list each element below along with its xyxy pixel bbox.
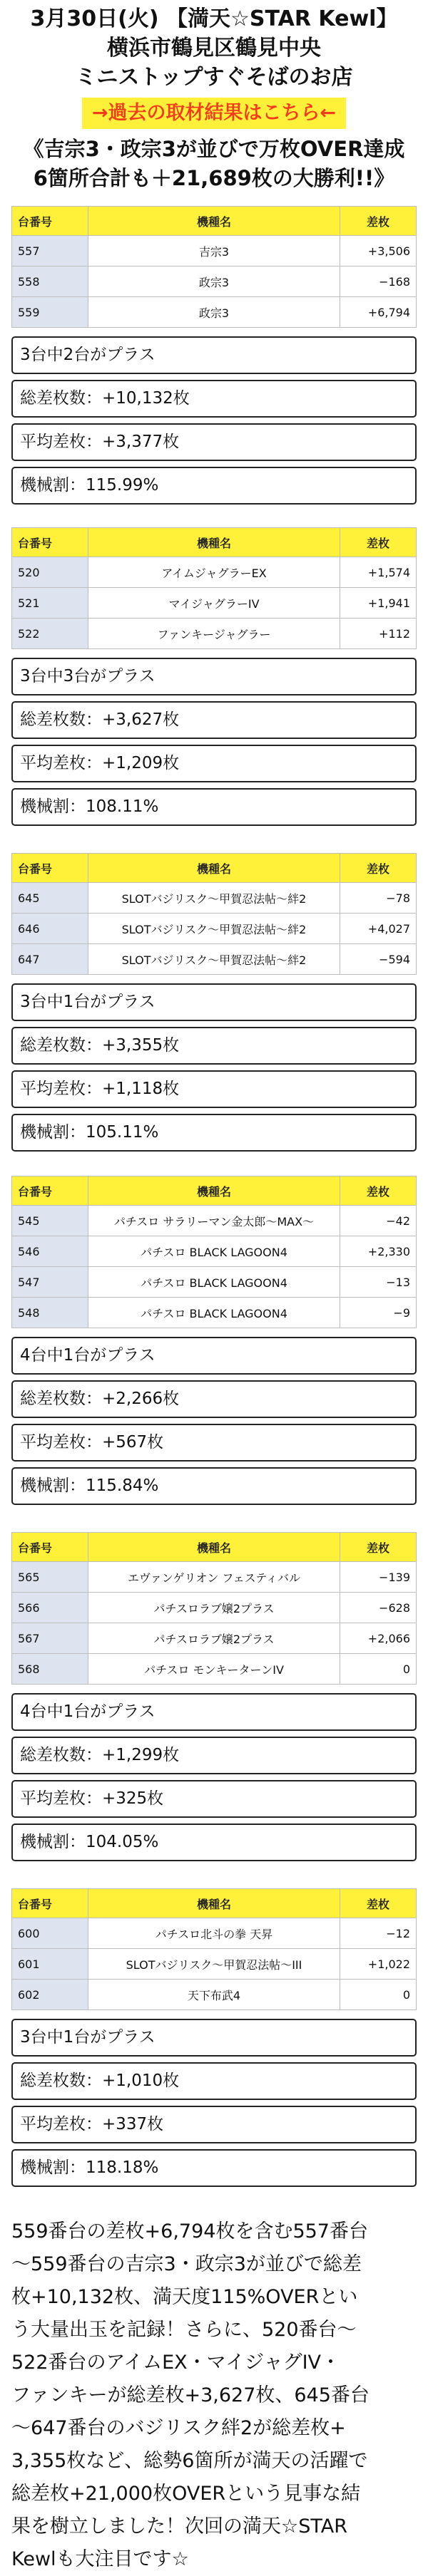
machine-diff: +6,794 (340, 297, 417, 328)
headline (11, 135, 417, 193)
summary-line: Kewlも大注目です☆ (11, 2548, 189, 2570)
machine-number: 522 (12, 619, 88, 649)
table-header-row (12, 1176, 417, 1206)
result-section (11, 527, 417, 826)
header-diff: 差枚 (340, 1533, 417, 1562)
machine-name: SLOTバジリスク〜甲賀忍法帖〜III (88, 1949, 340, 1980)
total-diff: 総差枚数：+2,266枚 (11, 1380, 417, 1418)
header-name: 機種名 (88, 528, 340, 557)
table-row (12, 1593, 417, 1623)
machine-number: 547 (12, 1267, 88, 1298)
header-diff: 差枚 (340, 207, 417, 236)
table-row (12, 1654, 417, 1685)
machine-diff: −13 (340, 1267, 417, 1298)
payout-rate: 機械割：105.11% (11, 1114, 417, 1152)
table-header-row (12, 528, 417, 557)
headline-line-1: 《吉宗3・政宗3が並びで万枚OVER達成 (23, 137, 405, 161)
machine-name: SLOTバジリスク〜甲賀忍法帖〜絆2 (88, 944, 340, 975)
table-row (12, 267, 417, 297)
machine-name: パチスロラブ嬢2プラス (88, 1593, 340, 1623)
machine-name: 政宗3 (88, 267, 340, 297)
machine-diff: −168 (340, 267, 417, 297)
machine-number: 600 (12, 1918, 88, 1949)
plus-count: 4台中1台がプラス (11, 1337, 417, 1375)
table-row (12, 883, 417, 914)
machine-number: 520 (12, 557, 88, 588)
table-row (12, 1562, 417, 1593)
machine-name: 天下布武4 (88, 1980, 340, 2010)
header-name: 機種名 (88, 1176, 340, 1206)
machine-number: 601 (12, 1949, 88, 1980)
plus-count: 3台中1台がプラス (11, 2019, 417, 2057)
header-name: 機種名 (88, 1889, 340, 1918)
plus-count: 4台中1台がプラス (11, 1693, 417, 1731)
table-header-row (12, 854, 417, 883)
machine-number: 557 (12, 236, 88, 267)
table-header-row (12, 1533, 417, 1562)
machine-diff: −9 (340, 1298, 417, 1328)
machine-number: 546 (12, 1236, 88, 1267)
machine-table (11, 527, 417, 649)
machine-number: 558 (12, 267, 88, 297)
table-row (12, 588, 417, 619)
past-results-link[interactable]: →過去の取材結果はこちら← (82, 98, 346, 129)
machine-diff: −42 (340, 1206, 417, 1236)
total-diff: 総差枚数：+3,627枚 (11, 701, 417, 739)
machine-number: 565 (12, 1562, 88, 1593)
machine-diff: 0 (340, 1654, 417, 1685)
machine-number: 647 (12, 944, 88, 975)
machine-diff: +2,330 (340, 1236, 417, 1267)
summary-line: う大量出玉を記録！さらに、520番台〜 (11, 2319, 357, 2341)
table-header-row (12, 207, 417, 236)
machine-diff: +2,066 (340, 1623, 417, 1654)
total-diff: 総差枚数：+10,132枚 (11, 380, 417, 418)
summary-line: 総差枚+21,000枚OVERという見事な結 (11, 2483, 361, 2505)
machine-diff: 0 (340, 1980, 417, 2010)
payout-rate: 機械割：115.99% (11, 467, 417, 505)
header-diff: 差枚 (340, 1176, 417, 1206)
article-header (11, 0, 417, 129)
summary-line: 3,355枚など、総勢6箇所が満天の活躍で (11, 2450, 368, 2472)
header-name: 機種名 (88, 207, 340, 236)
machine-name: エヴァンゲリオン フェスティバル (88, 1562, 340, 1593)
summary-line: 559番台の差枚+6,794枚を含む557番台 (11, 2220, 368, 2243)
payout-rate: 機械割：108.11% (11, 788, 417, 826)
machine-diff: −12 (340, 1918, 417, 1949)
table-row (12, 557, 417, 588)
table-row (12, 1206, 417, 1236)
machine-name: パチスロ BLACK LAGOON4 (88, 1298, 340, 1328)
result-section (11, 1888, 417, 2187)
machine-number: 567 (12, 1623, 88, 1654)
header-diff: 差枚 (340, 854, 417, 883)
machine-name: パチスロ サラリーマン金太郎〜MAX〜 (88, 1206, 340, 1236)
machine-name: ファンキージャグラー (88, 619, 340, 649)
machine-diff: +1,574 (340, 557, 417, 588)
machine-name: アイムジャグラーEX (88, 557, 340, 588)
date-store-title: 3月30日(火) 【満天☆STAR Kewl】 (30, 6, 398, 31)
average-diff: 平均差枚：+567枚 (11, 1424, 417, 1462)
machine-diff: −628 (340, 1593, 417, 1623)
machine-diff: +3,506 (340, 236, 417, 267)
machine-number: 521 (12, 588, 88, 619)
machine-name: SLOTバジリスク〜甲賀忍法帖〜絆2 (88, 914, 340, 944)
table-row (12, 1236, 417, 1267)
result-section (11, 853, 417, 1152)
header-name: 機種名 (88, 854, 340, 883)
average-diff: 平均差枚：+337枚 (11, 2106, 417, 2143)
table-row (12, 944, 417, 975)
header-number: 台番号 (12, 207, 88, 236)
machine-number: 545 (12, 1206, 88, 1236)
summary-line: 〜647番台のバジリスク絆2が総差枚+ (11, 2417, 346, 2439)
header-diff: 差枚 (340, 1889, 417, 1918)
payout-rate: 機械割：104.05% (11, 1824, 417, 1861)
total-diff: 総差枚数：+1,010枚 (11, 2062, 417, 2100)
plus-count: 3台中1台がプラス (11, 983, 417, 1021)
summary-line: 〜559番台の吉宗3・政宗3が並びで総差 (11, 2253, 362, 2275)
header-name: 機種名 (88, 1533, 340, 1562)
machine-table (11, 1532, 417, 1685)
machine-number: 645 (12, 883, 88, 914)
machine-table (11, 1888, 417, 2010)
machine-name: パチスロ北斗の拳 天昇 (88, 1918, 340, 1949)
average-diff: 平均差枚：+1,118枚 (11, 1070, 417, 1108)
header-number: 台番号 (12, 528, 88, 557)
result-section (11, 206, 417, 505)
header-diff: 差枚 (340, 528, 417, 557)
machine-name: 政宗3 (88, 297, 340, 328)
table-row (12, 1949, 417, 1980)
machine-number: 568 (12, 1654, 88, 1685)
table-row (12, 1623, 417, 1654)
machine-table (11, 853, 417, 975)
table-row (12, 1918, 417, 1949)
table-row (12, 619, 417, 649)
plus-count: 3台中2台がプラス (11, 336, 417, 374)
store-landmark: ミニストップすぐそばのお店 (75, 65, 353, 90)
table-row (12, 297, 417, 328)
machine-number: 566 (12, 1593, 88, 1623)
machine-name: マイジャグラーIV (88, 588, 340, 619)
machine-diff: +1,941 (340, 588, 417, 619)
header-number: 台番号 (12, 1889, 88, 1918)
average-diff: 平均差枚：+325枚 (11, 1780, 417, 1818)
result-section (11, 1532, 417, 1861)
result-section (11, 1176, 417, 1505)
machine-name: パチスロラブ嬢2プラス (88, 1623, 340, 1654)
table-header-row (12, 1889, 417, 1918)
payout-rate: 機械割：115.84% (11, 1467, 417, 1505)
machine-number: 548 (12, 1298, 88, 1328)
machine-name: 吉宗3 (88, 236, 340, 267)
average-diff: 平均差枚：+3,377枚 (11, 423, 417, 461)
machine-diff: −594 (340, 944, 417, 975)
table-row (12, 1980, 417, 2010)
summary-line: ファンキーが総差枚+3,627枚、645番台 (11, 2384, 370, 2406)
header-number: 台番号 (12, 1533, 88, 1562)
store-address: 横浜市鶴見区鶴見中央 (107, 36, 321, 61)
table-row (12, 914, 417, 944)
plus-count: 3台中3台がプラス (11, 658, 417, 695)
summary-line: 522番台のアイムEX・マイジャグIV・ (11, 2352, 341, 2374)
machine-diff: +1,022 (340, 1949, 417, 1980)
summary-line: 枚+10,132枚、満天度115%OVERとい (11, 2286, 358, 2308)
machine-name: パチスロ モンキーターンIV (88, 1654, 340, 1685)
machine-name: パチスロ BLACK LAGOON4 (88, 1267, 340, 1298)
machine-number: 602 (12, 1980, 88, 2010)
total-diff: 総差枚数：+3,355枚 (11, 1027, 417, 1065)
machine-table (11, 1176, 417, 1328)
table-row (12, 236, 417, 267)
payout-rate: 機械割：118.18% (11, 2149, 417, 2187)
table-row (12, 1298, 417, 1328)
results-sections (11, 206, 417, 2187)
machine-table (11, 206, 417, 328)
headline-line-2: 6箇所合計も＋21,689枚の大勝利!!》 (33, 166, 395, 190)
machine-number: 559 (12, 297, 88, 328)
machine-name: SLOTバジリスク〜甲賀忍法帖〜絆2 (88, 883, 340, 914)
machine-diff: −78 (340, 883, 417, 914)
summary-text (11, 2215, 417, 2576)
machine-name: パチスロ BLACK LAGOON4 (88, 1236, 340, 1267)
machine-diff: −139 (340, 1562, 417, 1593)
machine-diff: +112 (340, 619, 417, 649)
average-diff: 平均差枚：+1,209枚 (11, 745, 417, 782)
total-diff: 総差枚数：+1,299枚 (11, 1737, 417, 1774)
machine-number: 646 (12, 914, 88, 944)
header-number: 台番号 (12, 854, 88, 883)
summary-line: 果を樹立しました！次回の満天☆STAR (11, 2515, 347, 2538)
header-number: 台番号 (12, 1176, 88, 1206)
machine-diff: +4,027 (340, 914, 417, 944)
table-row (12, 1267, 417, 1298)
